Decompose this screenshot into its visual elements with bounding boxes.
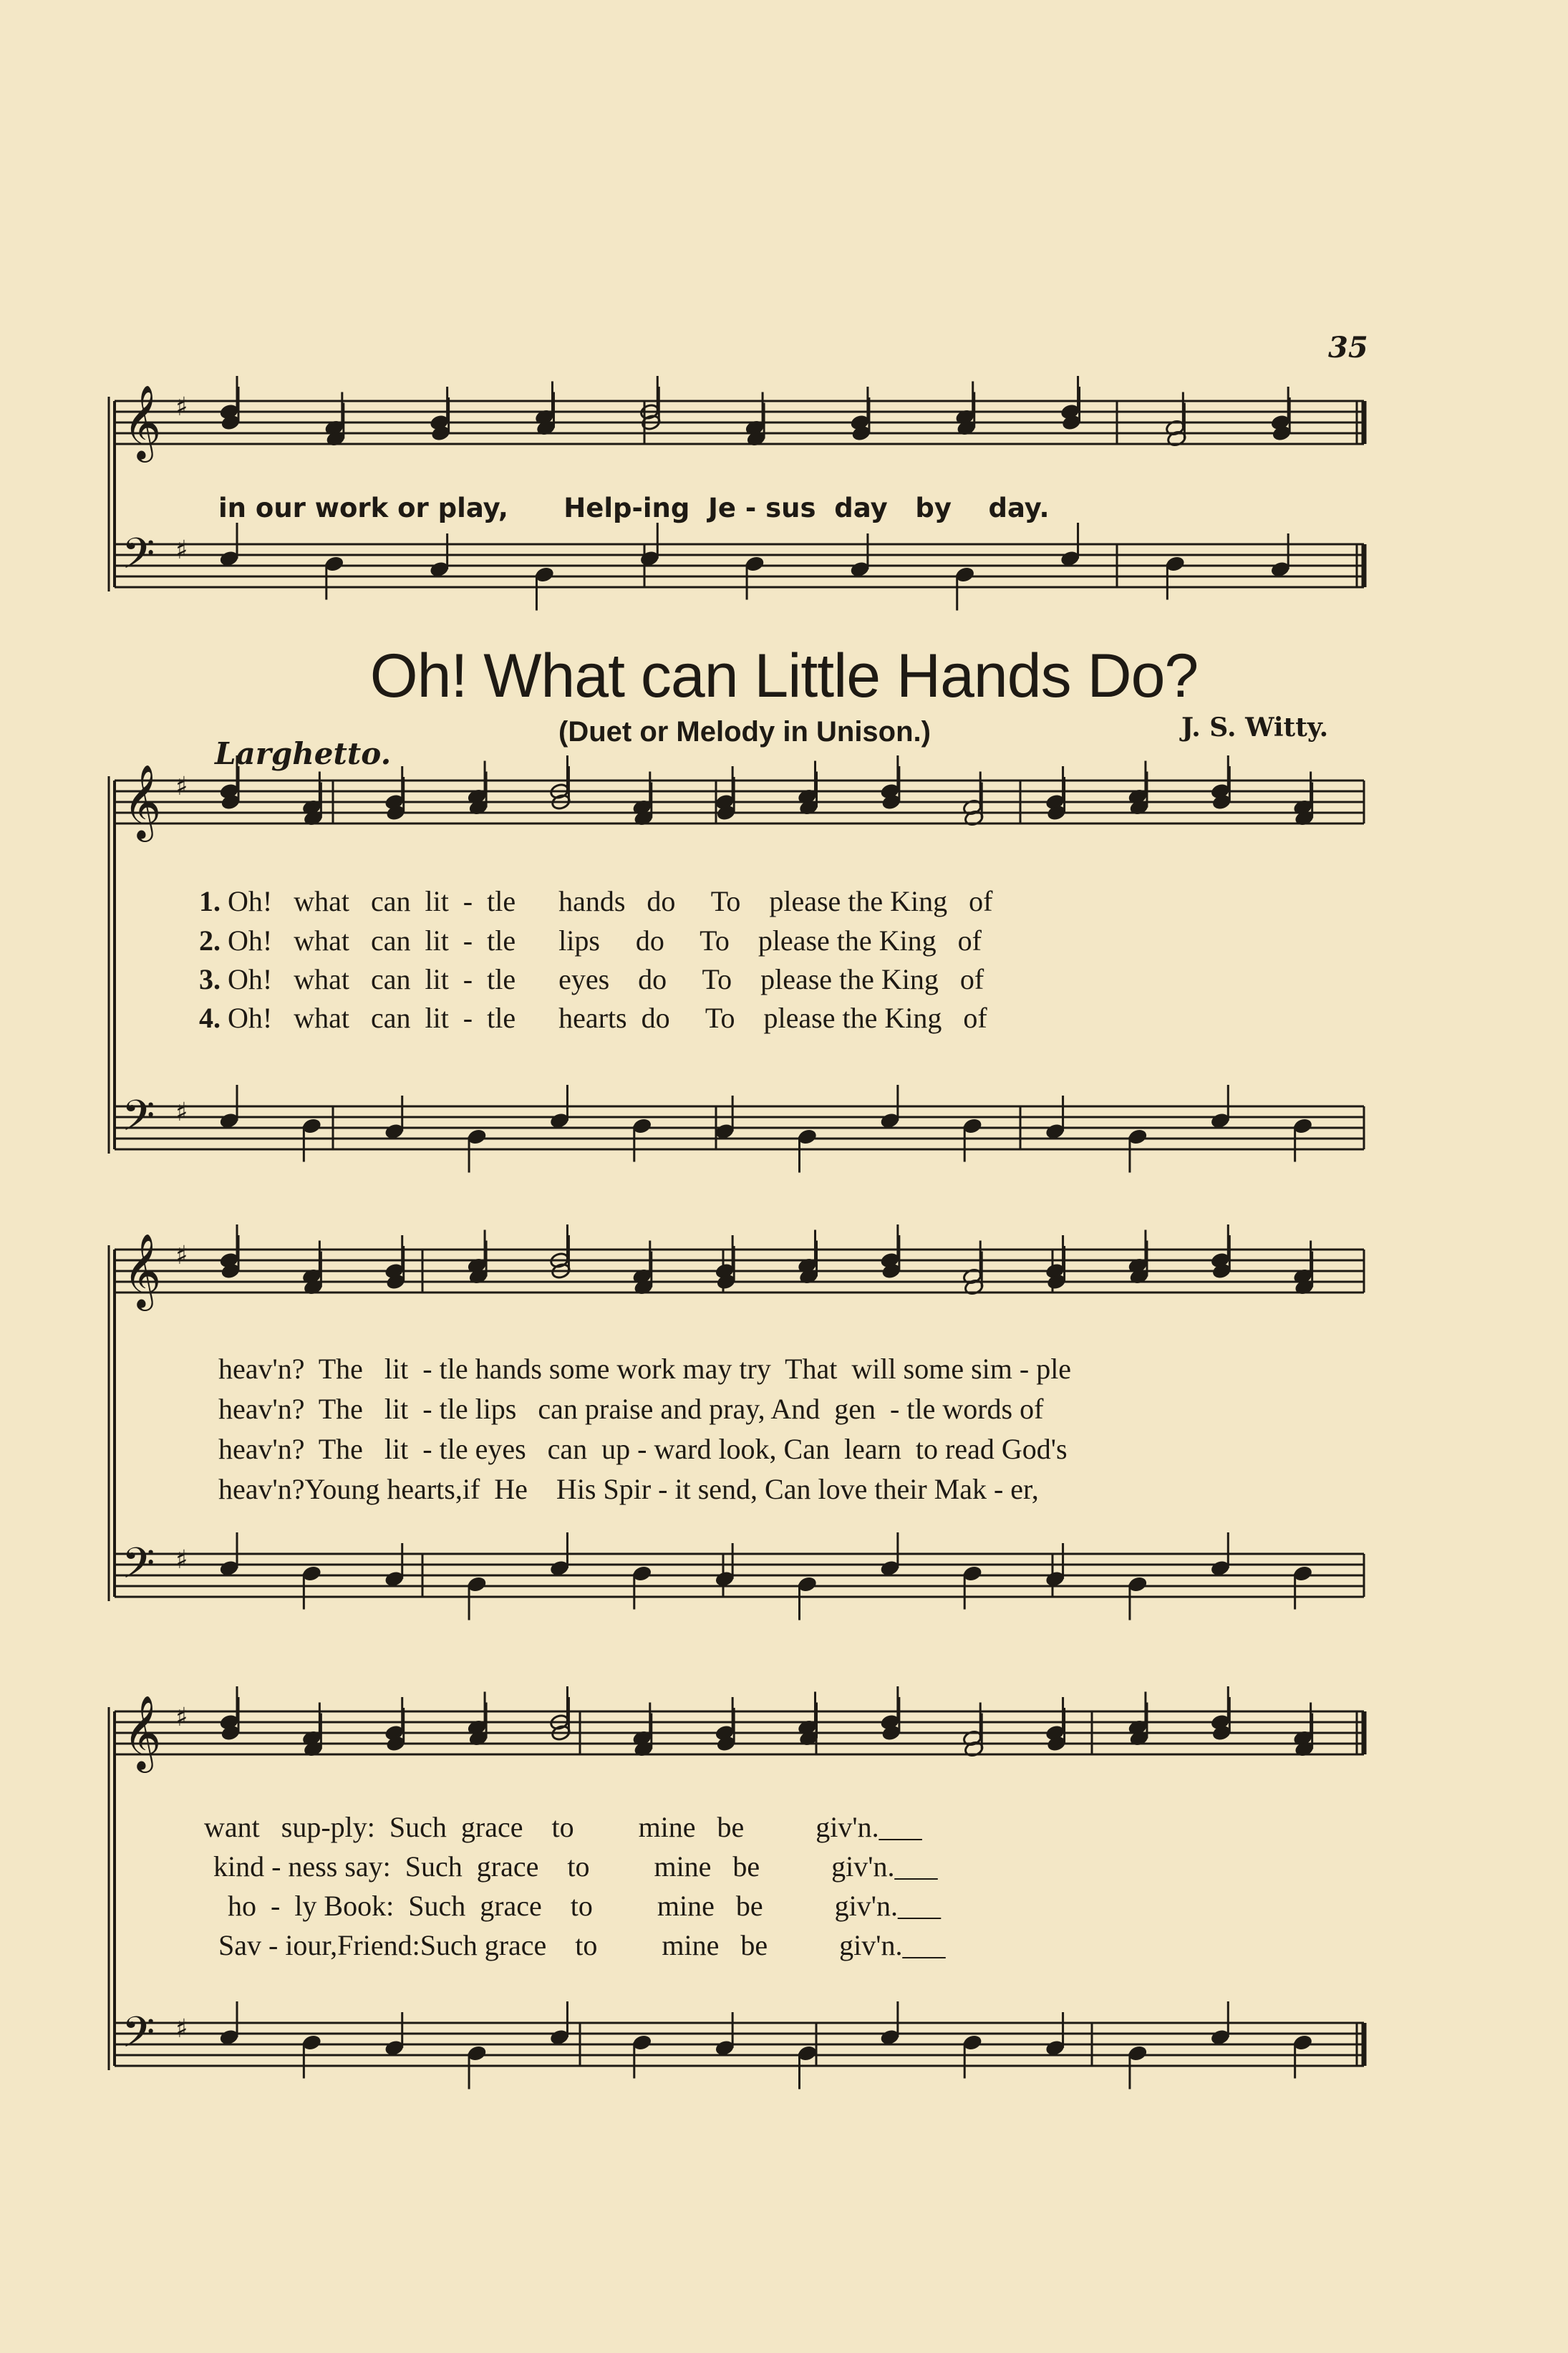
verse-number: 3. xyxy=(199,963,221,995)
clef-symbol: 𝄞 xyxy=(123,1233,162,1308)
lyric-text: Oh! what can lit - tle hands do To please the King of xyxy=(228,885,993,917)
intro-lyric-line: in our work or play, Help-ing Je - sus day by day. xyxy=(218,493,1050,523)
lyric-text: Oh! what can lit - tle hearts do To please the King of xyxy=(228,1002,987,1034)
verse-number: 1. xyxy=(199,885,221,917)
clef-symbol: ♯ xyxy=(175,1545,188,1575)
page-number: 35 xyxy=(1328,331,1368,364)
verse-1-line-1 xyxy=(199,884,992,918)
clef-symbol: ♯ xyxy=(175,1241,188,1270)
verse-3-line-1 xyxy=(199,962,984,996)
verse-4-line-1 xyxy=(199,1001,987,1035)
clef-symbol: 𝄞 xyxy=(123,1695,162,1770)
clef-symbol: 𝄢 xyxy=(122,1091,155,1151)
verse-number: 4. xyxy=(199,1002,221,1034)
clef-symbol: ♯ xyxy=(175,1098,188,1127)
verse-3-line-2: heav'n? The lit - tle eyes can up - ward look, Can learn to read God's xyxy=(218,1433,1068,1465)
clef-symbol: 𝄢 xyxy=(122,2007,155,2067)
hymn-title: Oh! What can Little Hands Do? xyxy=(369,642,1199,710)
verse-number: 2. xyxy=(199,924,221,957)
clef-symbol: 𝄞 xyxy=(123,764,162,839)
verse-1-line-3: want sup-ply: Such grace to mine be giv'n.___ xyxy=(204,1811,922,1843)
composer-credit: J. S. Witty. xyxy=(1181,712,1329,743)
clef-symbol: ♯ xyxy=(175,1703,188,1732)
clef-symbol: 𝄢 xyxy=(122,1538,155,1598)
tempo-marking: Larghetto. xyxy=(215,736,392,771)
clef-symbol: ♯ xyxy=(175,536,188,565)
clef-symbol: ♯ xyxy=(175,2014,188,2044)
clef-symbol: ♯ xyxy=(175,772,188,801)
verse-2-line-3: kind - ness say: Such grace to mine be giv'n.___ xyxy=(213,1850,938,1883)
clef-symbol: 𝄢 xyxy=(122,528,155,589)
verse-4-line-3: Sav - iour,Friend:Such grace to mine be giv'n.___ xyxy=(218,1929,946,1961)
clef-symbol: ♯ xyxy=(175,392,188,422)
verse-4-line-2: heav'n?Young hearts,if He His Spir - it send, Can love their Mak - er, xyxy=(218,1473,1039,1505)
verse-2-line-1 xyxy=(199,924,982,957)
hymn-subtitle: (Duet or Melody in Unison.) xyxy=(558,716,931,748)
verse-2-line-2: heav'n? The lit - tle lips can praise and pray, And gen - tle words of xyxy=(218,1393,1044,1425)
clef-symbol: 𝄞 xyxy=(123,385,162,460)
verse-3-line-3: ho - ly Book: Such grace to mine be giv'n.___ xyxy=(228,1890,941,1922)
verse-1-line-2: heav'n? The lit - tle hands some work may try That will some sim - ple xyxy=(218,1353,1072,1385)
lyric-text: Oh! what can lit - tle lips do To please the King of xyxy=(228,924,982,957)
lyric-text: Oh! what can lit - tle eyes do To please the King of xyxy=(228,963,984,995)
